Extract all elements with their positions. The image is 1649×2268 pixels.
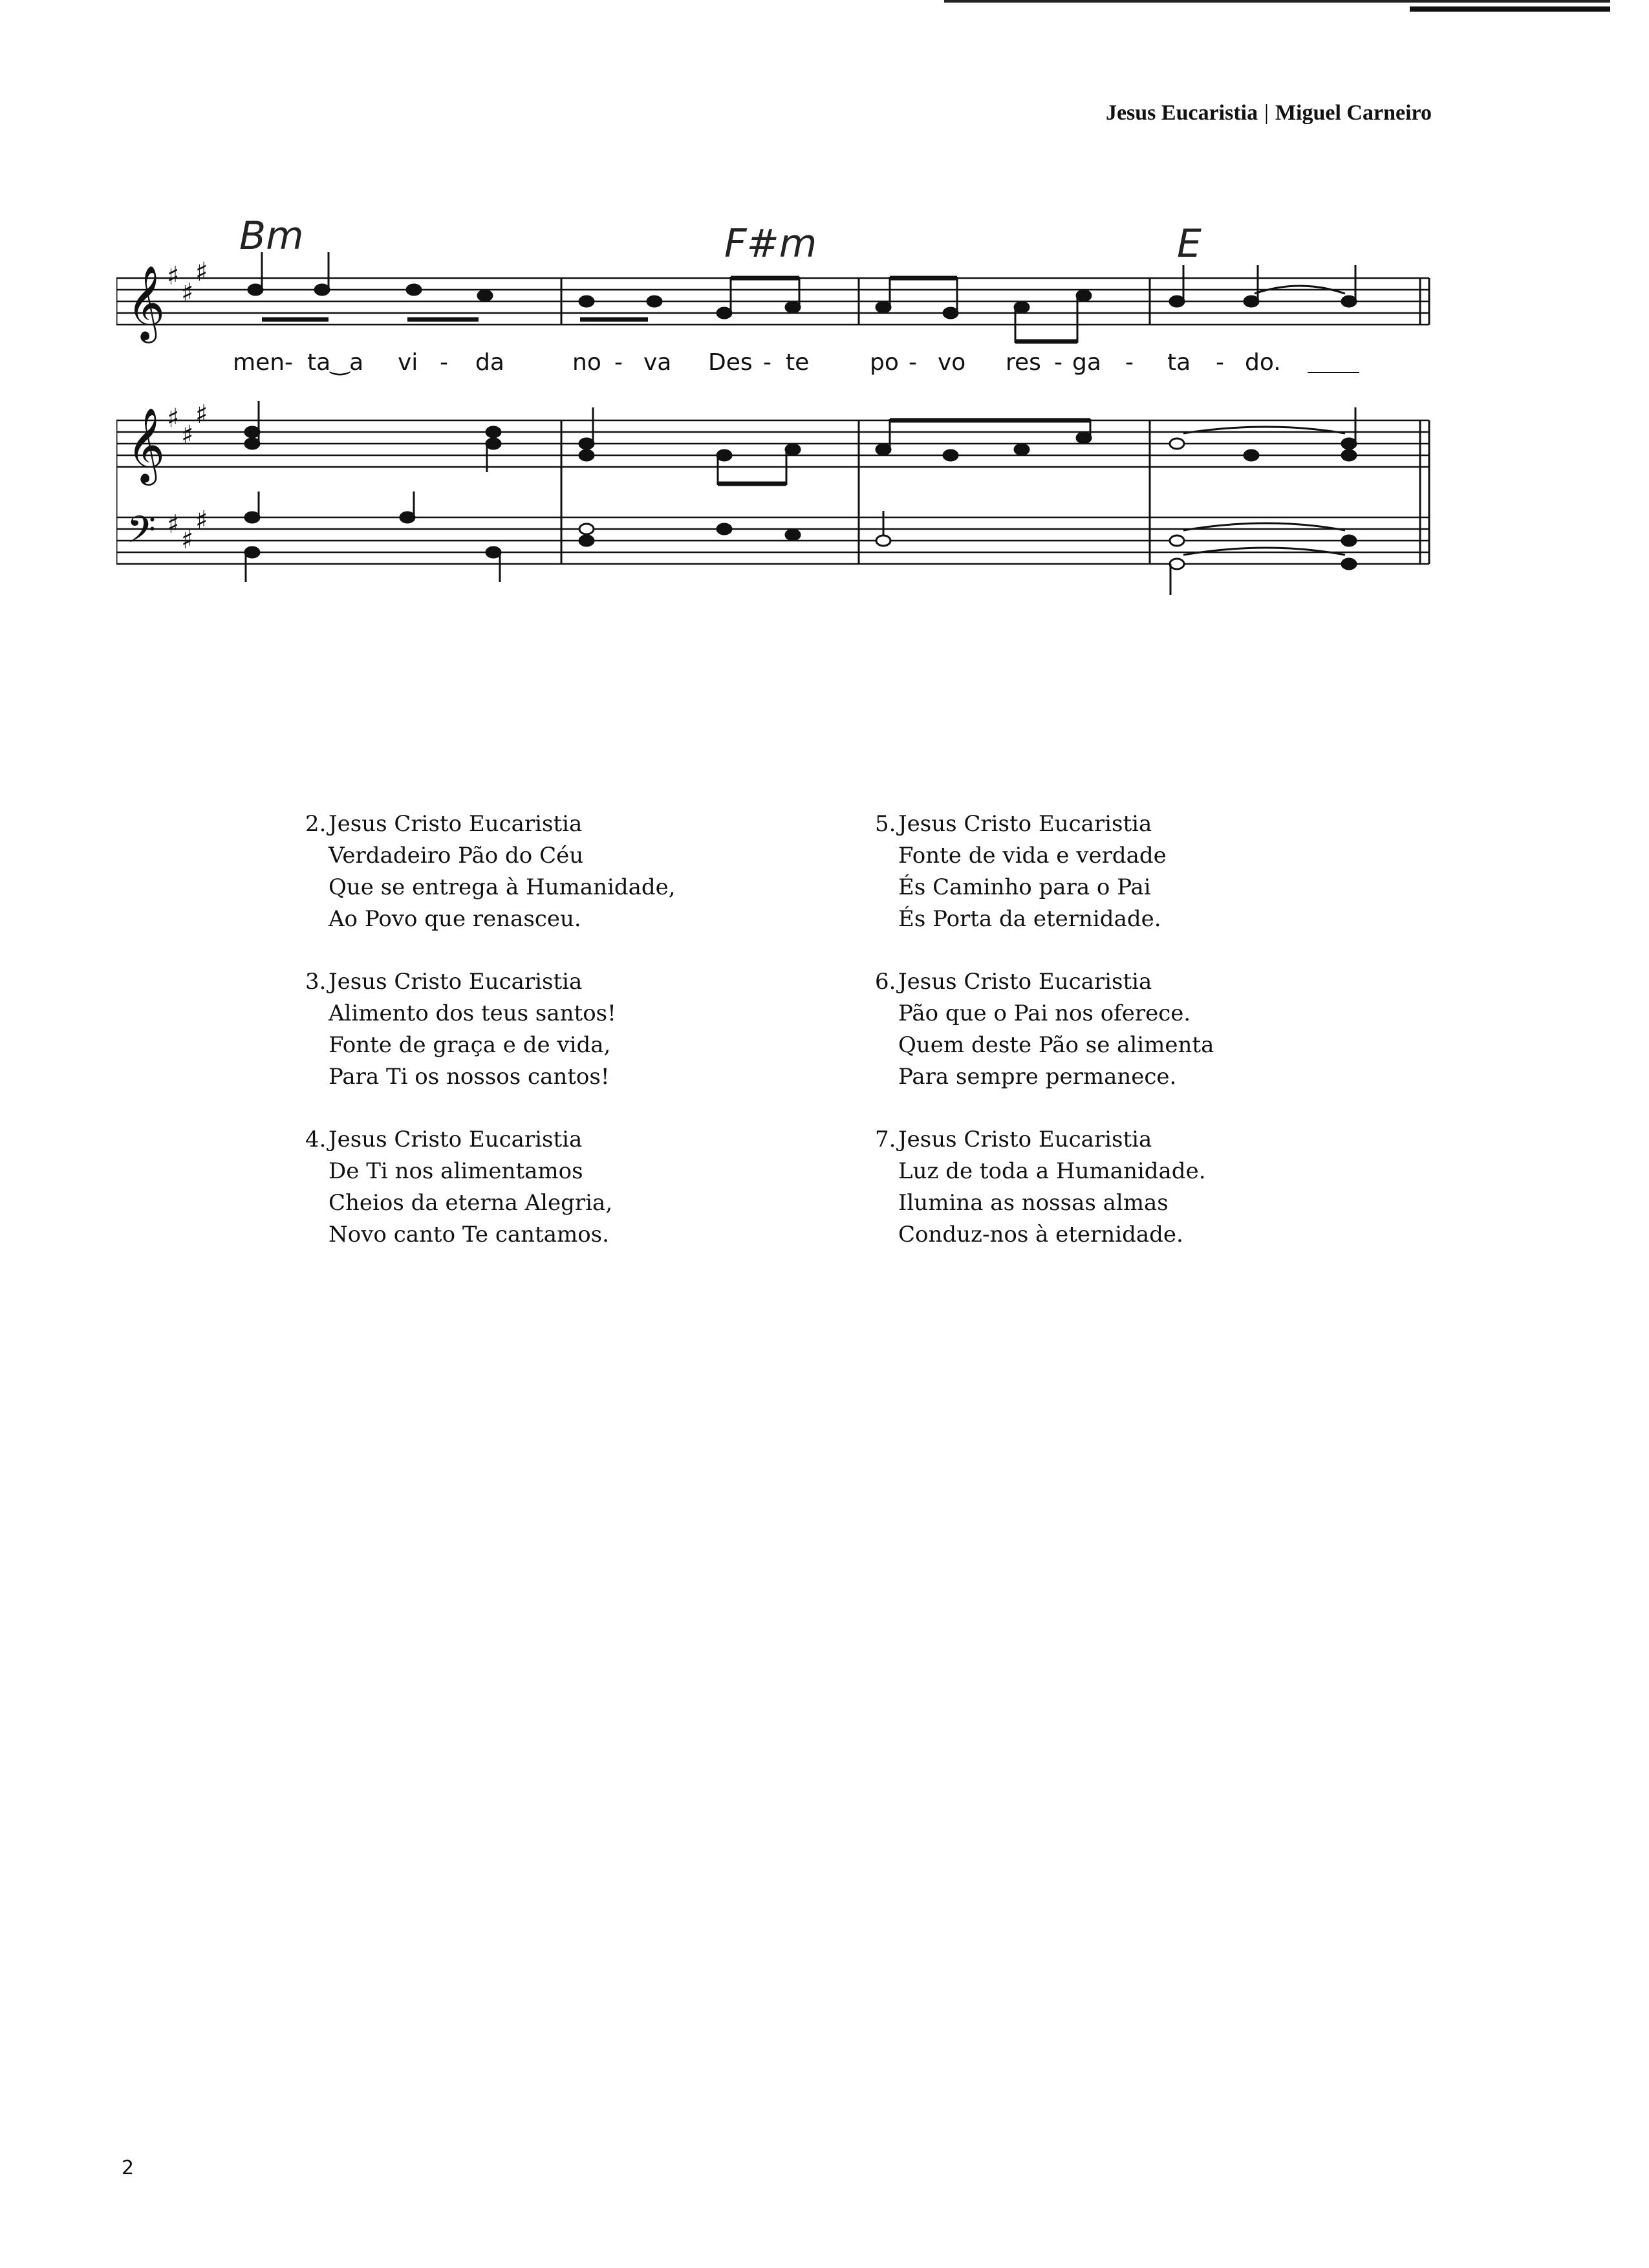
lyric-syllable: ta bbox=[1167, 349, 1191, 376]
svg-text:♯: ♯ bbox=[195, 400, 208, 429]
verse-number: 6. bbox=[875, 969, 896, 995]
verse-line: Que se entrega à Humanidade, bbox=[329, 874, 676, 900]
verse-line: Jesus Cristo Eucaristia bbox=[329, 969, 583, 995]
verse-line: Alimento dos teus santos! bbox=[329, 1000, 616, 1026]
verse-line: Cheios da eterna Alegria, bbox=[329, 1190, 613, 1216]
svg-text:♯: ♯ bbox=[181, 525, 194, 555]
verses-column-left bbox=[305, 808, 758, 1282]
verse-line: Ilumina as nossas almas bbox=[898, 1190, 1169, 1216]
verse-line: Ao Povo que renasceu. bbox=[329, 906, 581, 932]
lyric-syllable: do. bbox=[1245, 349, 1281, 376]
verse bbox=[875, 966, 1328, 1093]
svg-text:♯: ♯ bbox=[181, 278, 194, 308]
composer-name: Miguel Carneiro bbox=[1275, 101, 1432, 125]
verse-line: Quem deste Pão se alimenta bbox=[898, 1032, 1214, 1058]
verse-line: Pão que o Pai nos oferece. bbox=[898, 1000, 1191, 1026]
lyric-hyphen: - bbox=[1216, 349, 1224, 376]
verse-line: Novo canto Te cantamos. bbox=[329, 1222, 609, 1247]
page-number: 2 bbox=[122, 2157, 135, 2179]
svg-text:♯: ♯ bbox=[181, 420, 194, 450]
verse-line: Fonte de vida e verdade bbox=[898, 843, 1167, 869]
svg-text:♯: ♯ bbox=[167, 261, 180, 291]
verse-number: 2. bbox=[305, 811, 327, 837]
svg-text:♯: ♯ bbox=[167, 404, 180, 433]
verse-line: Conduz-nos à eternidade. bbox=[898, 1222, 1183, 1247]
svg-text:♯: ♯ bbox=[195, 257, 208, 287]
song-title: Jesus Eucaristia bbox=[1105, 101, 1258, 125]
verse-line: Jesus Cristo Eucaristia bbox=[898, 969, 1152, 995]
verse-line: Para Ti os nossos cantos! bbox=[329, 1064, 610, 1090]
verse bbox=[875, 1124, 1328, 1251]
lyric-syllable: te bbox=[786, 349, 810, 376]
svg-text:𝄞: 𝄞 bbox=[127, 265, 166, 340]
verse-line: Para sempre permanece. bbox=[898, 1064, 1177, 1090]
lyric-syllable: vi bbox=[398, 349, 418, 376]
chord-symbol: Bm bbox=[239, 213, 304, 259]
verse-line: Jesus Cristo Eucaristia bbox=[898, 1127, 1152, 1152]
chord-symbol: E bbox=[1177, 221, 1202, 266]
verse bbox=[305, 808, 758, 935]
lyric-syllable: vo bbox=[938, 349, 966, 376]
page-header bbox=[1106, 101, 1432, 125]
verses-column-right bbox=[875, 808, 1328, 1282]
svg-text:𝄢: 𝄢 bbox=[127, 508, 156, 561]
lyric-syllable: ga bbox=[1072, 349, 1101, 376]
verse-number: 5. bbox=[875, 811, 896, 837]
lyric-hyphen: - bbox=[440, 349, 448, 376]
lyric-hyphen: - bbox=[909, 349, 917, 376]
verse-line: Jesus Cristo Eucaristia bbox=[329, 811, 583, 837]
lyric-syllable: no bbox=[572, 349, 601, 376]
lyric-syllable: men bbox=[233, 349, 285, 376]
lyric-syllable: va bbox=[643, 349, 672, 376]
lyric-syllable: res bbox=[1006, 349, 1041, 376]
header-separator: | bbox=[1264, 101, 1269, 125]
staff-system bbox=[116, 213, 1436, 666]
lyric-syllable: da bbox=[475, 349, 504, 376]
verse-number: 3. bbox=[305, 969, 327, 995]
lyric-syllable: Des bbox=[708, 349, 753, 376]
svg-text:♯: ♯ bbox=[167, 510, 180, 539]
verse-line: Luz de toda a Humanidade. bbox=[898, 1158, 1206, 1184]
music-score bbox=[116, 213, 1436, 666]
verse-line: És Porta da eternidade. bbox=[898, 906, 1161, 932]
verse-line: Jesus Cristo Eucaristia bbox=[329, 1127, 583, 1152]
svg-text:♯: ♯ bbox=[195, 506, 208, 535]
verse-number: 4. bbox=[305, 1127, 327, 1152]
lyric-hyphen: - bbox=[1054, 349, 1062, 376]
chord-symbol: F#m bbox=[724, 221, 817, 266]
top-rule-thick bbox=[1410, 6, 1610, 12]
lyric-hyphen: - bbox=[1125, 349, 1134, 376]
lyric-hyphen: - bbox=[763, 349, 771, 376]
verse-line: Jesus Cristo Eucaristia bbox=[898, 811, 1152, 837]
top-rule bbox=[944, 0, 1610, 3]
verse-line: És Caminho para o Pai bbox=[898, 874, 1151, 900]
verse-line: Fonte de graça e de vida, bbox=[329, 1032, 611, 1058]
verse-line: De Ti nos alimentamos bbox=[329, 1158, 583, 1184]
verse-number: 7. bbox=[875, 1127, 896, 1152]
verse bbox=[305, 966, 758, 1093]
verse bbox=[875, 808, 1328, 935]
verse-line: Verdadeiro Pão do Céu bbox=[329, 843, 584, 869]
svg-text:𝄞: 𝄞 bbox=[127, 407, 166, 482]
lyric-syllable: ta‿a bbox=[307, 349, 364, 376]
lyric-hyphen: - bbox=[614, 349, 623, 376]
verse bbox=[305, 1124, 758, 1251]
lyric-syllable: po bbox=[870, 349, 899, 376]
lyric-hyphen: - bbox=[285, 349, 293, 376]
lyric-extender-line bbox=[1308, 372, 1359, 373]
